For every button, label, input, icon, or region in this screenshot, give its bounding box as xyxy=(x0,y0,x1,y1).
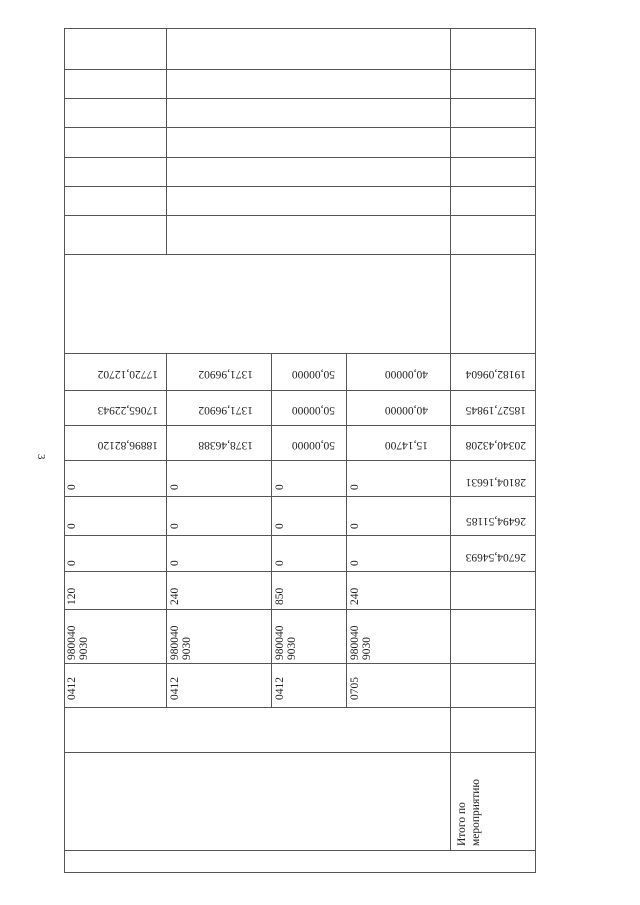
total-value: 28104,16631 xyxy=(465,476,526,488)
row-rule xyxy=(64,571,536,572)
zero-value: 0 xyxy=(66,523,78,529)
amount-value: 1378,46388 xyxy=(198,439,253,451)
amount-value: 50,00000 xyxy=(291,404,335,416)
row-rule xyxy=(64,98,536,99)
zero-value: 0 xyxy=(349,484,361,490)
row-rule xyxy=(64,215,536,216)
section-code: 0412 xyxy=(274,677,286,700)
section-code: 0412 xyxy=(169,677,181,700)
table-border-bottom xyxy=(64,872,536,873)
section-code: 0705 xyxy=(349,677,361,700)
row-rule xyxy=(64,460,536,461)
vr-code: 120 xyxy=(66,587,78,605)
row-rule xyxy=(64,390,536,391)
zero-value: 0 xyxy=(349,523,361,529)
amount-value: 50,00000 xyxy=(291,368,335,380)
section-code: 0412 xyxy=(66,677,78,700)
zero-value: 0 xyxy=(169,484,181,490)
total-value: 26704,54693 xyxy=(465,551,526,563)
col-rule xyxy=(166,28,167,255)
amount-value: 1371,96902 xyxy=(198,404,253,416)
page-number: 3 xyxy=(35,454,47,460)
row-rule xyxy=(64,752,536,753)
zero-value: 0 xyxy=(274,523,286,529)
row-rule xyxy=(64,353,536,354)
csr-code: 980040 9030 xyxy=(349,625,373,660)
amount-value: 15,14700 xyxy=(384,439,428,451)
table-border-right xyxy=(535,28,536,873)
zero-value: 0 xyxy=(66,484,78,490)
table-border-top xyxy=(64,28,536,29)
total-label: Итого по мероприятию xyxy=(456,778,482,846)
col-rule xyxy=(346,353,347,708)
row-rule xyxy=(64,69,536,70)
table-border-left xyxy=(64,28,65,873)
amount-value: 40,00000 xyxy=(384,368,428,380)
row-rule xyxy=(64,707,536,708)
csr-code: 980040 9030 xyxy=(66,625,90,660)
row-rule xyxy=(64,425,536,426)
amount-value: 40,00000 xyxy=(384,404,428,416)
row-rule xyxy=(64,127,536,128)
csr-code: 980040 9030 xyxy=(274,625,298,660)
csr-code: 980040 9030 xyxy=(169,625,193,660)
row-rule xyxy=(64,609,536,610)
col-rule xyxy=(450,28,451,850)
row-rule xyxy=(64,663,536,664)
row-rule xyxy=(64,254,536,255)
row-rule xyxy=(64,496,536,497)
zero-value: 0 xyxy=(274,560,286,566)
vr-code: 240 xyxy=(169,587,181,605)
total-value: 20340,43208 xyxy=(465,439,526,451)
amount-value: 17065,22943 xyxy=(97,404,158,416)
zero-value: 0 xyxy=(274,484,286,490)
amount-value: 1371,96902 xyxy=(198,368,253,380)
col-rule xyxy=(166,353,167,708)
row-rule xyxy=(64,186,536,187)
row-rule xyxy=(64,850,536,851)
row-rule xyxy=(64,157,536,158)
total-value: 18527,19845 xyxy=(465,404,526,416)
vr-code: 850 xyxy=(274,587,286,605)
zero-value: 0 xyxy=(66,560,78,566)
zero-value: 0 xyxy=(169,560,181,566)
amount-value: 18896,82120 xyxy=(97,439,158,451)
zero-value: 0 xyxy=(349,560,361,566)
vr-code: 240 xyxy=(349,587,361,605)
zero-value: 0 xyxy=(169,523,181,529)
amount-value: 17720,12702 xyxy=(97,368,158,380)
total-value: 19182,09604 xyxy=(465,368,526,380)
total-value: 26494,51185 xyxy=(466,515,526,527)
col-rule xyxy=(271,353,272,708)
amount-value: 50,00000 xyxy=(291,439,335,451)
row-rule xyxy=(64,535,536,536)
